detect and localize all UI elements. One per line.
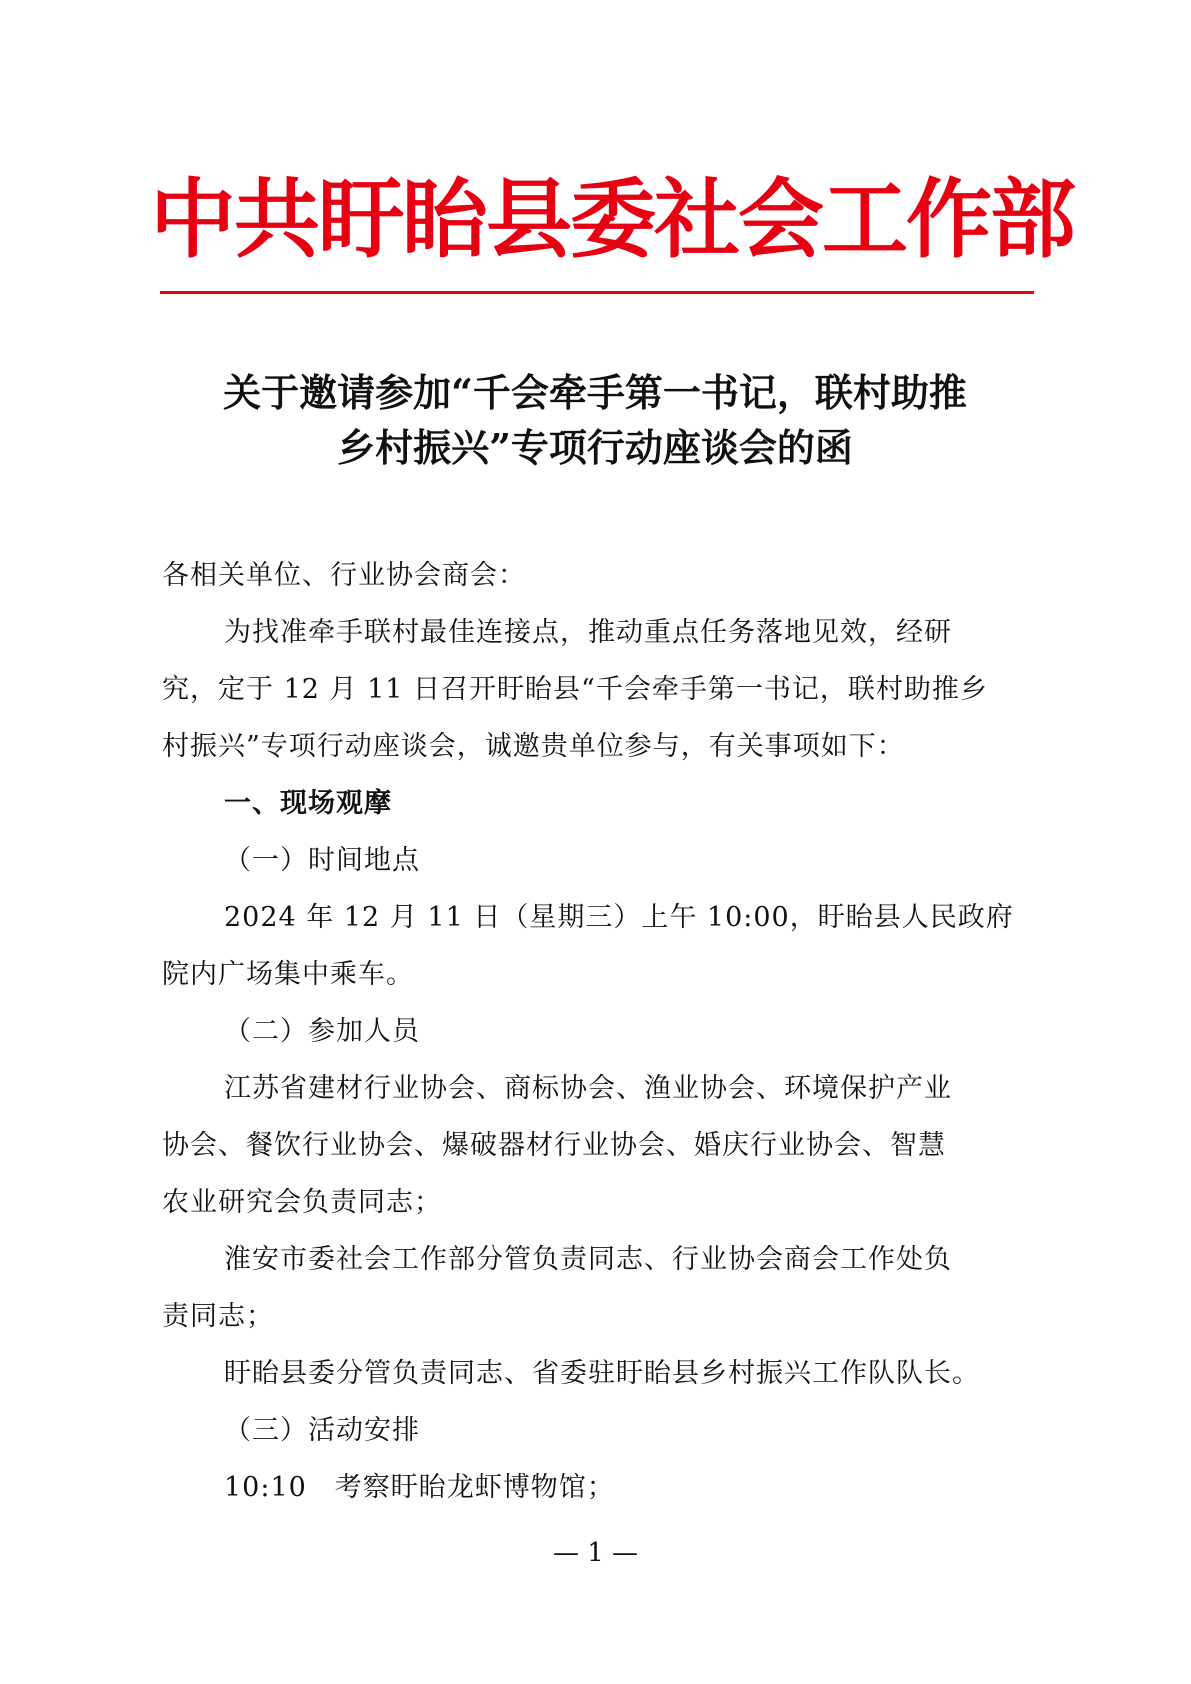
- time-place-line-2: 院内广场集中乘车。: [162, 959, 414, 990]
- intro-line-3: 村振兴”专项行动座谈会，诚邀贵单位参与，有关事项如下：: [162, 731, 905, 762]
- section-1-heading: 一、现场观摩: [224, 788, 392, 819]
- document-title-line-2: 乡村振兴”专项行动座谈会的函: [337, 425, 853, 470]
- participants-para-2-line-2: 责同志；: [162, 1301, 274, 1332]
- time-place-line-1: 2024 年 12 月 11 日（星期三）上午 10:00，盱眙县人民政府: [224, 902, 1014, 933]
- participants-para-3-line-1: 盱眙县委分管负责同志、省委驻盱眙县乡村振兴工作队队长。: [224, 1358, 980, 1389]
- document-title: [150, 365, 1040, 475]
- intro-line-1: 为找准牵手联村最佳连接点，推动重点任务落地见效，经研: [224, 617, 952, 648]
- participants-para-1-line-1: 江苏省建材行业协会、商标协会、渔业协会、环境保护产业: [224, 1073, 952, 1104]
- schedule-item-1: 10:10 考察盱眙龙虾博物馆；: [224, 1472, 615, 1503]
- participants-para-1-line-2: 协会、餐饮行业协会、爆破器材行业协会、婚庆行业协会、智慧: [162, 1130, 946, 1161]
- document-title-line-1: 关于邀请参加“千会牵手第一书记，联村助推: [223, 370, 967, 415]
- intro-line-2: 究，定于 12 月 11 日召开盱眙县“千会牵手第一书记，联村助推乡: [162, 674, 988, 705]
- subsection-2-heading: （二）参加人员: [224, 1016, 420, 1047]
- subsection-3-heading: （三）活动安排: [224, 1415, 420, 1446]
- participants-para-2-line-1: 淮安市委社会工作部分管负责同志、行业协会商会工作处负: [224, 1244, 952, 1275]
- participants-para-1-line-3: 农业研究会负责同志；: [162, 1187, 442, 1218]
- header-red-rule: [160, 291, 1034, 294]
- salutation: 各相关单位、行业协会商会：: [162, 560, 526, 591]
- document-header-org-name: 中共盱眙县委社会工作部: [150, 169, 1074, 270]
- document-body: [162, 547, 1042, 1516]
- page-number: — 1 —: [552, 1538, 639, 1568]
- subsection-1-heading: （一）时间地点: [224, 845, 420, 876]
